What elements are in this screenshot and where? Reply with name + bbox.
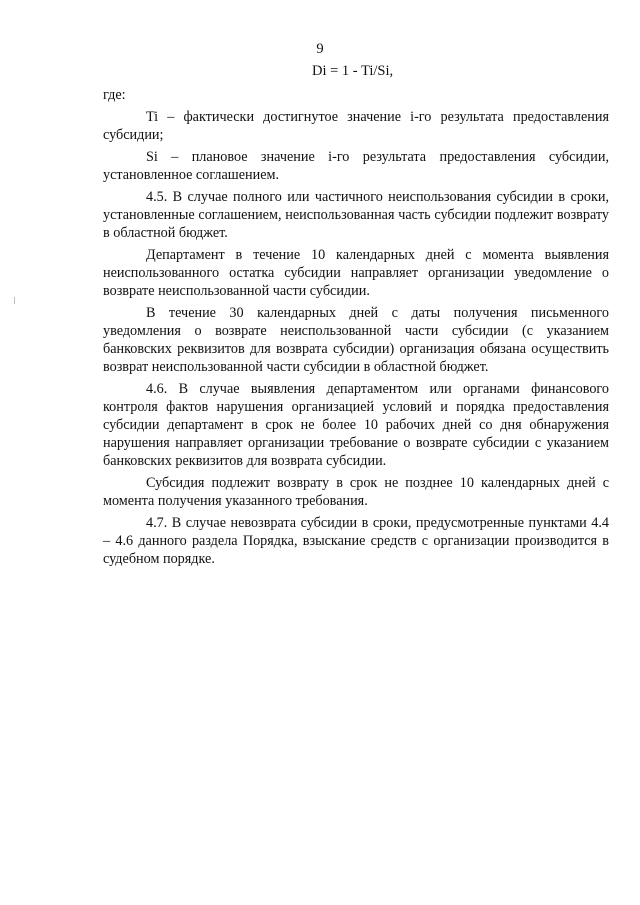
paragraph-where: где: bbox=[103, 87, 126, 103]
paragraph-ti-definition: Ti – фактически достигнутое значение i-го результата предоставления субсидии; bbox=[103, 109, 609, 143]
formula: Di = 1 - Ti/Si, bbox=[312, 63, 394, 79]
paragraph-return-30-days: В течение 30 календарных дней с даты получения письменного уведомления о возврате неиспользованной части субсидии (с указанием банковских реквизитов для возврата субсидии) организация обязана осуществить возврат неиспользованной части субсидии в областной бюджет. bbox=[103, 305, 609, 375]
paragraph-department-notice: Департамент в течение 10 календарных дней с момента выявления неиспользованного остатка субсидии направляет организации уведомление о возврате неиспользованной части субсидии. bbox=[103, 247, 609, 299]
document-body bbox=[103, 86, 609, 568]
paragraph-4-5: 4.5. В случае полного или частичного неиспользования субсидии в сроки, установленные соглашением, неиспользованная часть субсидии подлежит возврату в областной бюджет. bbox=[103, 189, 609, 241]
paragraph-return-10-days: Субсидия подлежит возврату в срок не позднее 10 календарных дней с момента получения указанного требования. bbox=[103, 475, 609, 509]
page-number: 9 bbox=[316, 41, 324, 57]
paragraph-4-7: 4.7. В случае невозврата субсидии в сроки, предусмотренные пунктами 4.4 – 4.6 данного раздела Порядка, взыскание средств с организации производится в судебном порядке. bbox=[103, 515, 609, 567]
paragraph-si-definition: Si – плановое значение i-го результата предоставления субсидии, установленное соглашением. bbox=[103, 149, 609, 183]
paragraph-4-6: 4.6. В случае выявления департаментом или органами финансового контроля фактов нарушения организацией условий и порядка предоставления субсидии департамент в срок не более 10 рабочих дней со дня обнаружения нарушения направляет организации требование о возврате субсидии с указанием банковских реквизитов для возврата субсидии. bbox=[103, 381, 609, 469]
scan-margin-mark bbox=[14, 297, 15, 304]
